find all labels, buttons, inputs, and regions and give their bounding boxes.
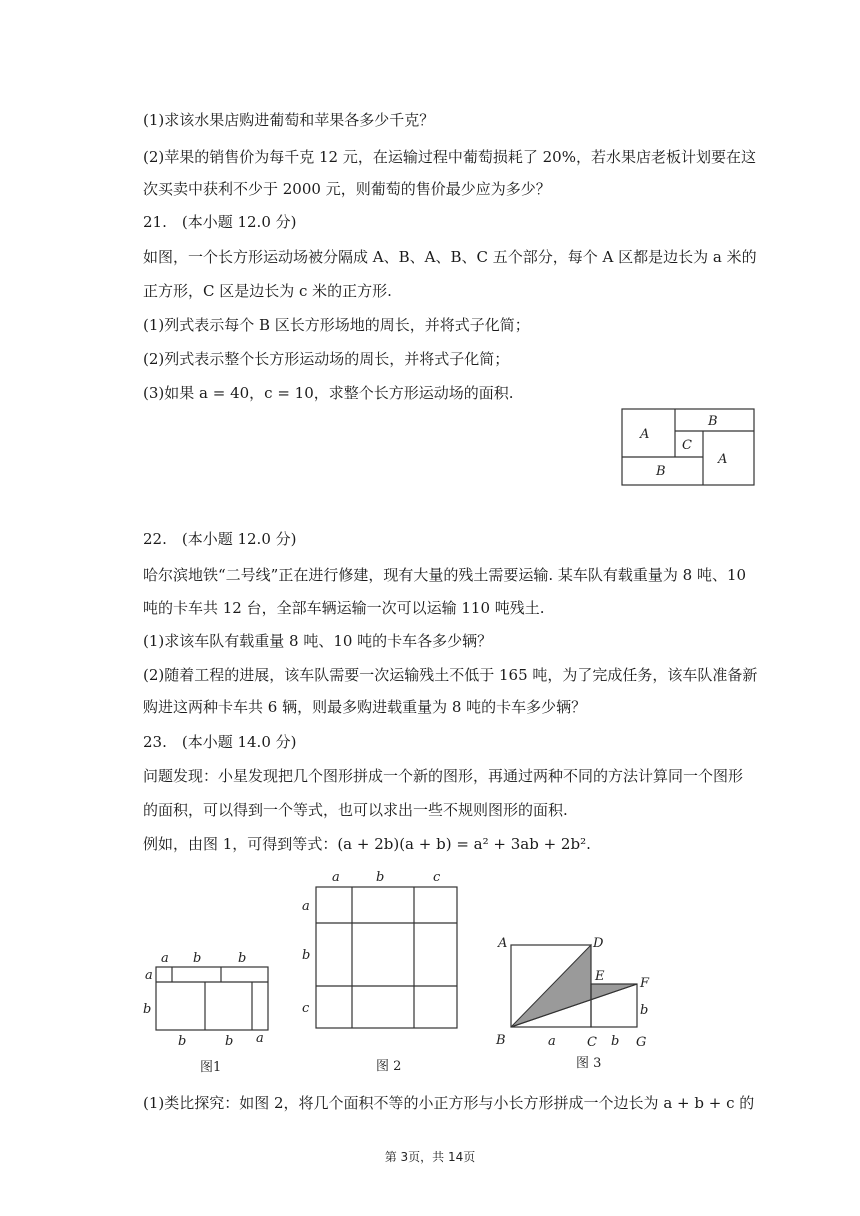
point-label: G	[636, 1035, 647, 1050]
figure-caption: 图1	[200, 1060, 222, 1075]
text-line: (2)列式表示整个长方形运动场的周长，并将式子化简；	[143, 350, 510, 368]
text-line: 的面积，可以得到一个等式，也可以求出一些不规则图形的面积.	[143, 801, 568, 819]
dimension-label: b	[376, 870, 385, 885]
dimension-label: b	[238, 951, 247, 966]
point-label: F	[640, 976, 650, 991]
dimension-label: c	[433, 870, 441, 885]
point-label: B	[496, 1033, 506, 1048]
dimension-label: a	[145, 968, 153, 983]
sports-field-figure	[620, 407, 756, 487]
dimension-label: a	[161, 951, 169, 966]
region-label-b: B	[656, 464, 666, 479]
text-line: (1)求该车队有载重量 8 吨、10 吨的卡车各多少辆？	[143, 632, 493, 650]
dimension-label: c	[302, 1001, 310, 1016]
point-label: E	[595, 969, 605, 984]
text-line: 正方形，C 区是边长为 c 米的正方形.	[143, 282, 392, 300]
text-line: 购进这两种卡车共 6 辆，则最多购进载重量为 8 吨的卡车多少辆？	[143, 698, 587, 716]
question-heading: 22. (本小题 12.0 分)	[143, 530, 297, 548]
figure-caption: 图 3	[576, 1056, 602, 1071]
figure-caption: 图 2	[376, 1059, 402, 1074]
dimension-label: a	[302, 899, 310, 914]
region-label-a: A	[718, 452, 728, 467]
point-label: A	[498, 936, 508, 951]
dimension-label: a	[332, 870, 340, 885]
text-line: (2)随着工程的进展，该车队需要一次运输残土不低于 165 吨，为了完成任务，该车队准备新	[143, 666, 758, 684]
dimension-label: b	[302, 948, 311, 963]
point-label: D	[593, 936, 604, 951]
question-heading: 21. (本小题 12.0 分)	[143, 213, 297, 231]
text-line: (3)如果 a = 40，c = 10，求整个长方形运动场的面积.	[143, 384, 514, 402]
text-line: (2)苹果的销售价为每千克 12 元，在运输过程中葡萄损耗了 20%，若水果店老板计划要在这	[143, 148, 756, 166]
text-line: 次买卖中获利不少于 2000 元，则葡萄的售价最少应为多少？	[143, 180, 551, 198]
dimension-label: b	[143, 1002, 152, 1017]
region-label-a: A	[640, 427, 650, 442]
text-line: 哈尔滨地铁“二号线”正在进行修建，现有大量的残土需要运输. 某车队有载重量为 8 吨、10	[143, 566, 747, 584]
dimension-label: b	[193, 951, 202, 966]
question-heading: 23. (本小题 14.0 分)	[143, 733, 297, 751]
figure-3	[490, 930, 660, 1075]
dimension-label: a	[548, 1034, 556, 1049]
dimension-label: b	[178, 1034, 187, 1049]
region-label-c: C	[682, 438, 692, 453]
text-line: (1)求该水果店购进葡萄和苹果各多少千克？	[143, 111, 435, 129]
text-line: 吨的卡车共 12 台，全部车辆运输一次可以运输 110 吨残土.	[143, 599, 545, 617]
text-line: 例如，由图 1，可得到等式：(a + 2b)(a + b) = a² + 3ab + 2b².	[143, 835, 591, 853]
text-line: (1)列式表示每个 B 区长方形场地的周长，并将式子化简；	[143, 316, 530, 334]
point-label: C	[587, 1035, 597, 1050]
dimension-label: b	[225, 1034, 234, 1049]
dimension-label: a	[256, 1031, 264, 1046]
page-footer: 第 3页，共 14页	[384, 1150, 476, 1164]
text-line: 如图，一个长方形运动场被分隔成 A、B、A、B、C 五个部分，每个 A 区都是边长为 a 米的	[143, 248, 757, 266]
figure-2	[296, 865, 466, 1080]
figure-1	[138, 945, 273, 1080]
region-label-b: B	[708, 414, 718, 429]
dimension-label: b	[640, 1003, 649, 1018]
text-line: 问题发现：小星发现把几个图形拼成一个新的图形，再通过两种不同的方法计算同一个图形	[143, 767, 744, 785]
dimension-label: b	[611, 1034, 620, 1049]
text-line: (1)类比探究：如图 2，将几个面积不等的小正方形与小长方形拼成一个边长为 a + b + c 的	[143, 1094, 755, 1112]
